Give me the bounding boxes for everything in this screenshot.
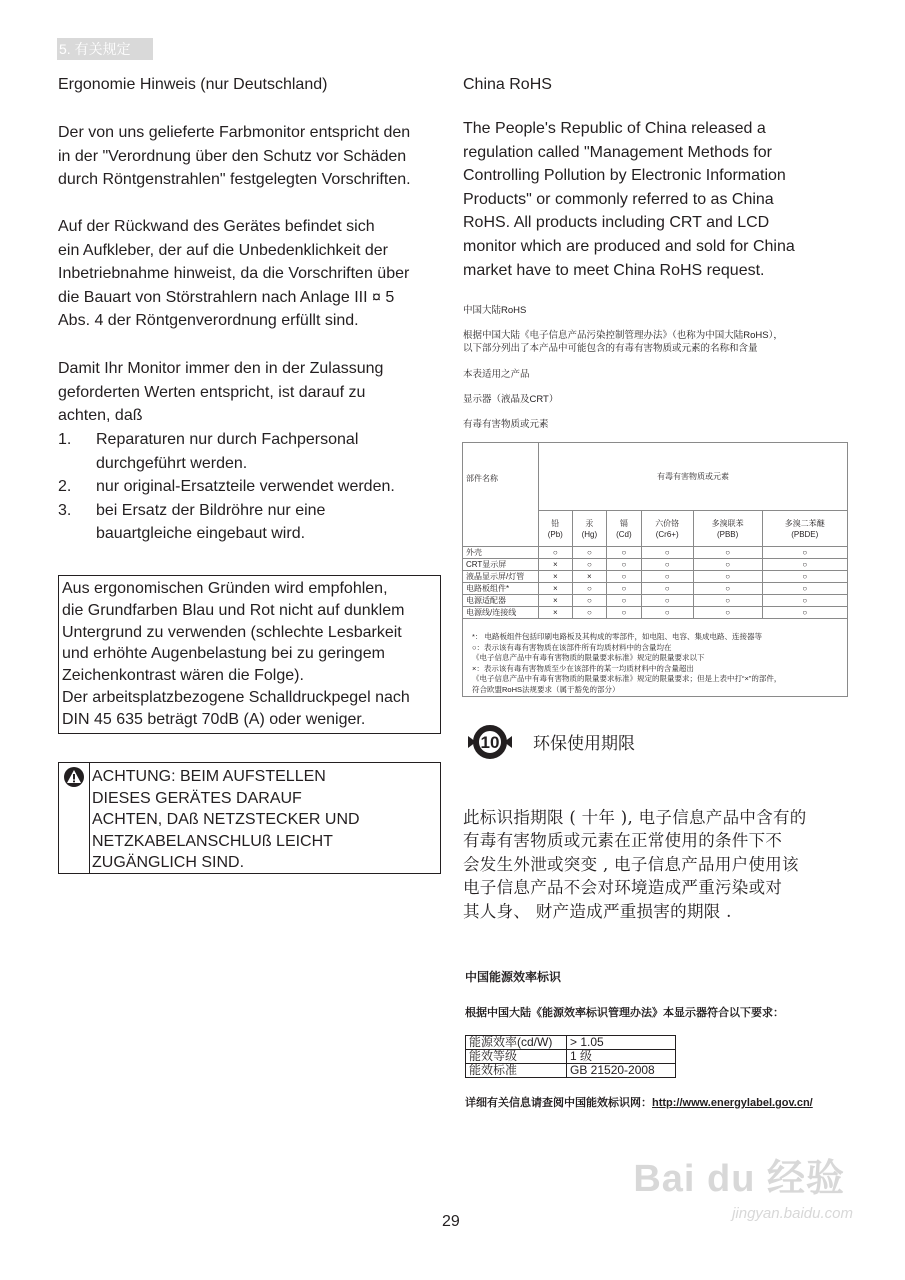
china-rohs-para: The People's Republic of China released a regulation called "Management Methods for Controlling Pollution by Electronic Information Products" or commonly referred to as China RoHS. All products including CRT and LCD monitor which are produced and sold for China market have to meet China RoHS request. — [463, 120, 795, 279]
rohs-table — [462, 442, 848, 619]
rohs-notes: *： 电路板组件包括印刷电路板及其构成的零部件，如电阻、电容、集成电路、连接器等 ○：表示该有毒有害物质在该部件所有均质材料中的含量均在 《电子信息产品中有毒有害物质的限量要求标准》规定的限量要求以下 ×：表示该有毒有害物质至少在该部件的某一均质材料中的含量超出 《电子信息产品中有毒有害物质的限量要求标准》规定的限量要求；但是上表中打“×”的部件， 符合欧盟RoHS法规要求（属于豁免的部分） — [472, 632, 782, 694]
applies-label: 本表适用之产品 — [463, 369, 530, 380]
svg-text:10: 10 — [480, 733, 500, 752]
ergonomie-para-3: Damit Ihr Monitor immer den in der Zulassung geforderten Werten entspricht, ist darauf zu achten, daß — [58, 360, 384, 425]
table-row: 电路板组件* × ○ ○ ○ ○ ○ — [463, 583, 848, 595]
table-row: CRT显示屏 × ○ ○ ○ ○ ○ — [463, 559, 848, 571]
efup-logo — [464, 720, 516, 764]
table-row: 液晶显示屏/灯管 × × ○ ○ ○ ○ — [463, 571, 848, 583]
energy-intro: 根据中国大陆《能源效率标识管理办法》本显示器符合以下要求： — [465, 1007, 784, 1019]
ergonomie-para-1: Der von uns gelieferte Farbmonitor entspricht den in der "Verordnung über den Schutz vor Schäden durch Röntgenstrahlen" festgelegten Vorschriften. — [58, 124, 411, 189]
list-item: 3. bei Ersatz der Bildröhre nur eine bauartgleiche eingebaut wird. — [58, 501, 326, 543]
table-row: 能效等级 1 级 — [466, 1050, 676, 1064]
baidu-watermark: Bai du 经验 — [633, 1158, 845, 1200]
energy-table — [465, 1035, 676, 1078]
page-number: 29 — [442, 1213, 460, 1230]
warning-box — [58, 762, 441, 874]
table-header-cell: 六价铬 (Cr6+) — [641, 511, 693, 547]
table-header-cell: 汞 (Hg) — [572, 511, 607, 547]
section-tab: 5. 有关规定 — [57, 38, 153, 60]
table-row: 电源线/连接线 × ○ ○ ○ ○ ○ — [463, 607, 848, 619]
recycle-arrows-icon — [464, 720, 516, 764]
ergonomic-recommendation-box: Aus ergonomischen Gründen wird empfohlen, die Grundfarben Blau und Rot nicht auf dunklem Untergrund zu verwenden (schlechte Lesbarkeit und erhöhte Augenbelastung bei zu geringem Zeichenkontrast wären die Folge). Der arbeitsplatzbezogene Schalldruckpegel nach DIN 45 635 beträgt 70dB (A) oder weniger. — [58, 575, 441, 734]
rohs-title: 中国大陆RoHS — [463, 305, 527, 316]
rohs-intro: 根据中国大陆《电子信息产品污染控制管理办法》（也称为中国大陆RoHS）， 以下部分列出了本产品中可能包含的有毒有害物质或元素的名称和含量 — [463, 330, 783, 354]
table-row: 电源适配器 × ○ ○ ○ ○ ○ — [463, 595, 848, 607]
product-label: 显示器（液晶及CRT） — [463, 394, 559, 405]
ergonomie-para-2: Auf der Rückwand des Gerätes befindet sich ein Aufkleber, der auf die Unbedenklichkeit der Inbetriebnahme hinweist, da die Vorschriften über die Bauart von Störstrahlern nach Anlage III ¤ 5 Abs. 4 der Röntgenverordnung erfüllt sind. — [58, 218, 410, 330]
baidu-watermark-url: jingyan.baidu.com — [732, 1205, 853, 1222]
substances-label: 有毒有害物质或元素 — [463, 419, 549, 430]
ergonomie-heading: Ergonomie Hinweis (nur Deutschland) — [58, 76, 328, 93]
energy-link-line: 详细有关信息请查阅中国能效标识网：http://www.energylabel.gov.cn/ — [465, 1097, 813, 1109]
table-row: 能源效率(cd/W) > 1.05 — [466, 1036, 676, 1050]
table-header-part: 部件名称 — [463, 443, 539, 547]
table-header-cell: 镉 (Cd) — [607, 511, 642, 547]
list-item: 1. Reparaturen nur durch Fachpersonal durchgeführt werden. — [58, 431, 359, 472]
table-header-cell: 多溴联苯 (PBB) — [693, 511, 762, 547]
table-header-group: 有毒有害物质或元素 — [539, 443, 848, 511]
china-rohs-heading: China RoHS — [463, 76, 552, 93]
efup-description: 此标识指期限 ( 十年 ), 电子信息产品中含有的 有毒有害物质或元素在正常使用的条件下不 会发生外泄或突变 , 电子信息产品用户使用该 电子信息产品不会对环境造成严重污染或对 其人身、 财产造成严重损害的期限 . — [463, 808, 807, 921]
list-item: 2. nur original-Ersatzteile verwendet werden. — [58, 478, 395, 496]
warning-text: ACHTUNG: BEIM AUFSTELLEN DIESES GERÄTES DARAUF ACHTEN, DAß NETZSTECKER UND NETZKABELANSCHLUß LEICHT ZUGÄNGLICH SIND. — [92, 768, 360, 872]
requirements-list — [58, 428, 442, 546]
energylabel-link[interactable]: http://www.energylabel.gov.cn/ — [652, 1097, 813, 1109]
table-row: 能效标准 GB 21520-2008 — [466, 1064, 676, 1078]
energy-title: 中国能源效率标识 — [465, 970, 562, 984]
warning-icon — [63, 766, 85, 873]
efup-label: 环保使用期限 — [533, 734, 635, 754]
table-header-cell: 多溴二苯醚 (PBDE) — [762, 511, 847, 547]
table-row: 外壳 ○ ○ ○ ○ ○ ○ — [463, 547, 848, 559]
table-header-cell: 铅 (Pb) — [539, 511, 573, 547]
